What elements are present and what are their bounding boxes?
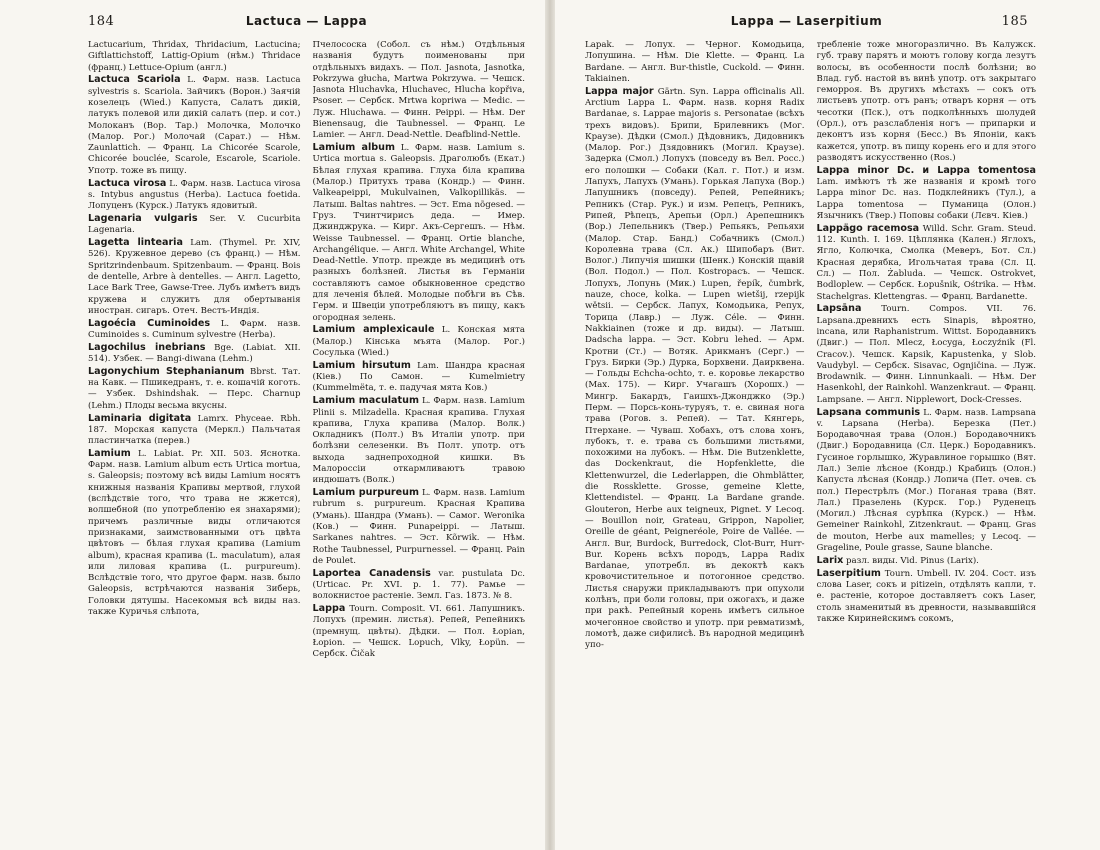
dictionary-entry (88, 40, 301, 74)
right-page (555, 0, 1100, 850)
dictionary-entry (88, 213, 301, 237)
dictionary-entry (817, 303, 1037, 406)
dictionary-entry (88, 74, 301, 177)
running-head (88, 14, 525, 34)
entry-headword: Larix (816, 554, 844, 566)
dictionary-entry (313, 142, 526, 324)
dictionary-entry (313, 603, 526, 660)
entry-text: L. Фарм. назв. Lamium rubrum s. purpureum. Красная Крапива (Умань). Шандра (Умань). — Самог. Weronika (Ков.) — Финн. Punapeippi. — Латыш. Sarkanes nahtres. — Эст. Kõrwik. — Нѣм. Rothe Taubnessel, Purpurnessel. — Франц. Pain de Poulet. (312, 488, 525, 566)
entry-text: Lactucarium, Thridax, Thridacium, Lactucina; Giftlattichstoff, Lattig-Opium (нѣм.) Thridace (франц.) Lettuce-Opium (англ.) (88, 40, 301, 73)
dictionary-entry (88, 178, 301, 213)
entry-text: L. Фарм. назв. Lamium s. Urtica mortua s. Galeopsis. Драголюбъ (Екат.) Бѣлая глухая крапива. Глуха біла крапива (Малор.) Притухъ трава (Кондр.) — Финн. Valkeapeippi, Mukulvainen, Valkopillikäs. — Латыш. Baltas nahtres. — Эст. Ema nõgesed. — Груз. Тчинтчирисъ деда. — Имер. Джинджрука. — Кирг. Акъ-Сергешъ. — Нѣм. Weisse Taubnessel. — Франц. Ortie blanche, Archangélique. — Англ. White Archangel, White Dead-Nettle. Употр. прежде въ медицинѣ отъ разныхъ болѣзней. Листья въ Германіи составляютъ самое обыкновенное средство для леченія бѣлей. Молодые побѣги въ Сѣв. Герм. и Швеціи употребляютъ въ пищу, какъ огородная зелень. (312, 143, 525, 323)
page-number: 185 (1001, 14, 1028, 29)
entry-headword: Lagonychium Stephanianum (88, 365, 245, 377)
entry-headword: Lagoécia Cuminoides (88, 317, 211, 329)
entry-text: L. Фарм. назв. Cuminoides s. Cuminum sylvestre (Herba). (88, 318, 301, 340)
dictionary-entry (88, 413, 301, 448)
entry-headword: Lappa major (585, 85, 654, 97)
column (313, 40, 526, 844)
dictionary-entry (585, 40, 805, 85)
page-number: 184 (88, 14, 115, 29)
dictionary-entry (313, 40, 526, 142)
column (88, 40, 301, 844)
entry-text: L. Фарм. назв. Lampsana v. Lapsana (Herba). Березка (Пет.) Бородавочная трава (Олон.) Бородавочникъ (Двиг.) Бородавница (Сл. Церк.) Бородавникъ. Гусиное горлышко, Журавлиное горышко (Вят. Лал.) Зеліе лѣсное (Кондр.) Крабицъ (Олон.) Капуста лѣсная (Кондр.) Лопича (Пет. очев. съ пол.) Перестрѣлъ (Мог.) Поганая трава (Вят. Лал.) Празелень (Курск. Гор.) Руденецъ (Могил.) Лѣсная сурѣпка (Курск.) — Нѣм. Gemeiner Rainkohl, Zitzenkraut. — Франц. Gras de mouton, Herbe aux mamelles; у Lecoq. — Grageline, Poule grasse, Saune blanche. (816, 407, 1036, 554)
entry-text: L. Фарм. назв. Lamium Plinii s. Milzadella. Красная крапива. Глухая крапива, Глуха крапива (Малор. Волк.) Окладникъ (Полт.) Въ Италіи употр. при болѣзни селезенки. Въ Полт. употр. отъ выхода заднепроходной кишки. Въ Малороссіи откармливаютъ травою индюшатъ (Волк.) (312, 396, 525, 486)
running-head-title: Lactuca — Lappa (245, 14, 368, 28)
text-columns (88, 40, 525, 844)
running-head (585, 14, 1028, 34)
entry-headword: Laportea Canadensis (312, 567, 431, 579)
entry-text: Gärtn. Syn. Lappa officinalis All. Arctium Lappa L. Фарм. назв. корня Radix Bardanae, s. Lappae majoris s. Personatae (всѣхъ трехъ видовъ). Брипи, Брилевникъ (Мог. Краузе). Дѣдки (Смол.) Дѣдовникъ, Дидовникъ (Малор. Рог.) Дзядовникъ (Могил. Краузе). Задерка (Смол.) Лопухъ (повседу въ Вел. Росс.) его полошки — Собаки (Кал. г. Пот.) и изм. Лапухъ, Лапухъ (Умань). Горькая Лапуха (Вор.) Лапушникъ (повседу). Репей, Репейникъ; Репникъ (Стар. Рук.) и изм. Репецъ, Репникъ, Рипей, Рѣпецъ, Арепьи (Орл.) Арепешникъ (Вор.) Лепельникъ (Твер.) Репьякъ, Репьяхи (Малор. Стар. Банд.) Собачникъ (Смол.) Королевна трава (Сл. Ак.) Шипобаръ (Вит. Волог.) Липучія шишки (Шенк.) Конскій щавій (Вол. Подол.) — Пол. Kostropacъ. — Чешск. Лопухъ, Лопунь (Мик.) Lupen, řepík, čumbrk, nauze, choce, kolka. — Lupen wietšij, rzepijk wětsii. — Сербск. Лапух, Комодьика, Репух, Торица (Лавр.) — Луж. Céle. — Финн. Nakkiainen (тоже и др. виды). — Латыш. Dadscha lappa. — Эст. Kobru lehed. — Арм. Кротни (Ст.) — Вотяк. Арикманъ (Серг.) — Груз. Бирки (Эр.) Дурка, Борхвени. Даирквена. — Гольды Echcha-ochto, т. е. коровье лекарство (Мах. 175). — Кирг. Учагашъ (Хорошх.) — Мингр. Бакардъ, Гаишхъ-Джонджко (Эр.) Перм. — Порсь-конь-туруяъ, т. е. свиная нога трава (Рогов. з. Репей). — Тат. Кянгерь, Птерхане. — Чуваш. Хобахъ, отъ слова хонъ, лубокъ, т. е. трава съ большими листьями, похожими на лубокъ. — Нѣм. Die Butzenklette, das Dockenkraut, die Hopfenklette, die Klettenwurzel, die Lederlappen, die Ohmblätter, die Rossklette. Grosse, gemeine Klette, Klettendistel. — Франц. La Bardane grande. Glouteron, Herbe aux teigneux, Pignet. У Lecoq. — Bouillon noir, Grateau, Grippon, Napolier, Oreille de géant, Peigneréole, Poire de Vallée. — Англ. Bur, Burdock, Burredock, Clot-Burr, Hurr-Bur. Корень всѣхъ породъ, Lappa Radix Bardanae, употребл. въ декоктѣ какъ кровочистительное и потогонное средство. Листья снаружи прикладываютъ при опухоли колѣнъ, при боли головы, при ожогахъ, и даже при ракѣ. Репейный корень имѣетъ сильное мочегонное свойство и употр. при ревматизмѣ, ломотѣ, даже сифилисѣ. Въ народной медицинѣ упо- (585, 86, 805, 651)
entry-headword: Lapsāna (816, 303, 862, 315)
entry-headword: Lamium album (312, 142, 396, 154)
entry-text: Lam. Шандра красная (Кіев.) По Самон. — Kumelmietry (Kummelmëta, т. е. падучая мята Ков.) (312, 360, 525, 394)
dictionary-entry (88, 342, 301, 366)
dictionary-entry (313, 568, 526, 603)
entry-text: Willd. Schr. Gram. Steud. 112. Kunth. I. 169. Цѣплянка (Кален.) Яглохъ, Ягло, Колючка, Смолка (Меверъ, Бот. Сл.) Красная дерябка, Игольчатая трава (Сл. Ц. Сл.) — Пол. Żabluda. — Чешск. Ostrokvet, Bodloplew. — Сербск. Łopušnik, Ośtrika. — Нѣм. Stachelgras. Klettengras. — Франц. Bardanette. (816, 223, 1036, 302)
dictionary-entry (88, 448, 301, 618)
entry-text: Пчелососка (Собол. съ нѣм.) Отдѣльныя названія будутъ поименованы при отдѣльныхъ видахъ. — Пол. Jasnota, Jasnotka, Pokrzywa głucha, Martwa Pokrzywa. — Чешск. Jasnota Hluchavka, Hluchavec, Hlucha kopřiva, Psoser. — Сербск. Mrtwa kopriwa — Medic. — Луж. Hluchawa. — Финн. Peippi. — Нѣм. Der Bienensaug, die Taubnessel. — Франц. Le Lamier. — Англ. Dead-Nettle. Deafblind-Nettle. (312, 40, 525, 141)
entry-headword: Lappa (312, 603, 346, 615)
running-head-title: Lappa — Laserpitium (730, 14, 883, 28)
entry-text: Lam. имѣютъ тѣ же названія и кромѣ того Lappa minor Dc. наз. Подклейникъ (Тул.), а Lappa tomentosa — Пуманица (Олон.) Язычникъ (Твер.) Поповы собаки (Лєвч. Кіев.) (816, 177, 1036, 221)
dictionary-entry (313, 487, 526, 567)
entry-headword: Laserpitium (816, 567, 881, 579)
dictionary-entry (817, 165, 1037, 222)
entry-text: L. Labiat. Pr. XII. 503. Яснотка. Фарм. назв. Lamium album есть Urtica mortua, s. Galeopsis; поэтому всѣ виды Lamium носятъ книжныя названія Крапивы мертвой, глухой (вслѣдствіе того, что трава не жжется), волшебной (по употребленію ея знахарями); причемъ различные виды отличаются признаками, заимствованными отъ цвѣта цвѣтовъ — бѣлая глухая крапива (Lamium album), красная крапива (L. maculatum), алая или лиловая крапива (L. purpureum). Вслѣдствіе того, что другое фарм. назв. было Galeopsis, встрѣчаются названія Зиберь, Головки дятушы. Насекомыя всѣ виды наз. также Куричья слѣпота, (88, 448, 301, 618)
dictionary-entry (313, 395, 526, 486)
dictionary-entry (88, 237, 301, 317)
entry-headword: Lamium maculatum (312, 395, 419, 407)
entry-text: Tourn. Composit. VI. 661. Лапушникъ. Лопухъ (премин. листья). Репей, Репейникъ (премнущ. цвѣты). Дѣдки. — Пол. Łopian, Łopion. — Чешск. Lopuch, Vlky, Łopün. — Сербск. Čičak (312, 604, 525, 660)
dictionary-entry (817, 568, 1037, 625)
entry-headword: Lagetta lintearia (88, 237, 183, 249)
entry-headword: Laminaria digitata (88, 412, 192, 424)
entry-text: Ser. V. Cucurbita Lagenaria. (88, 213, 301, 236)
entry-headword: Lactuca Scariola (88, 74, 181, 86)
entry-text: L. Конская мята (Малор.) Кінська мъята (Малор. Рог.) Сосулька (Wied.) (312, 325, 525, 359)
dictionary-entry (88, 318, 301, 342)
dictionary-entry (817, 555, 1037, 567)
column (817, 40, 1037, 844)
entry-text: Lapak. — Лопух. — Черног. Комодьица, Лопушина. — Нѣм. Die Klette. — Франц. La Bardane. — Англ. Bur-thistle, Cuckold. — Финн. Takiainen. (585, 40, 805, 84)
entry-text: требленіе тоже многоразлично. Въ Калужск. губ. траву парятъ и моютъ голову когда лезутъ волосы, въ особенности послѣ болѣзни; во Влад. губ. настой въ винѣ употр. отъ закрытаго геморроя. Въ другихъ мѣстахъ — сокъ отъ листьевъ употр. отъ ранъ; отваръ корня — отъ чесотки (Пск.), отъ подколѣнныхъ шолудей (Орл.), отъ разслабленія ногъ — припарки и деконтъ изъ корня (Бесс.) Въ Японіи, какъ кажется, употр. въ пищу корень его и для этого разводятъ искусственно (Ros.) (816, 40, 1036, 163)
entry-text: Tourn. Umbell. IV. 204. Сост. изъ слова Laser, сокъ и pitizein, отдѣлять капли, т. е. растеніе, которое доставляетъ сокъ Laser, столь знаменитый въ древности, называвшійся также Киринейскимъ сокомъ, (816, 568, 1036, 624)
dictionary-entry (817, 407, 1037, 555)
entry-text: разл. виды. Vid. Pinus (Larix). (846, 555, 979, 566)
entry-text: Bbrst. Тат. на Кавк. — Пшикедранъ, т. е. кошачій коготь. — Узбек. Dshindshak. — Перс. Charnup (Lehm.) Плоды весьма вкусны. (88, 366, 301, 411)
entry-headword: Lamium hirsutum (312, 359, 411, 371)
book-gutter (545, 0, 555, 850)
entry-text: Lam. (Thymel. Pr. XIV, 526). Кружевное дерево (съ франц.) — Нѣм. Spritzrindenbaum. Spitzenbaum. — Франц. Bois de dentelle, Arbre à dentelles. — Англ. Lagetto, Lace Bark Tree, Gawse-Tree. Лубъ имѣетъ видъ кружева и служитъ для обертыванія иностран. сигаръ. Отеч. Вестъ-Индія. (88, 238, 301, 316)
left-page (0, 0, 545, 850)
dictionary-entry (817, 40, 1037, 164)
entry-headword: Lamium purpureum (312, 487, 419, 499)
entry-text: Lamrx. Phyceae. Rbh. 187. Морская капуста (Меркл.) Пальчатая пластинчатка (перев.) (88, 413, 301, 447)
entry-text: Tourn. Compos. VII. 76. Lapsana.древнихъ есть Sinapis, вѣроятно, incana, или Raphanistrum. Wittst. Бородавникъ (Двиг.) — Пол. Mlecz, Łocyga, Łoczyźnik (Fl. Cracov.). Чешск. Kapsik, Kapustenka, у Slob. Vaudybyl. — Сербск. Sisavac, Ognjičina. — Луж. Brodawnik. — Финн. Linnunkaali. — Нѣм. Der Hasenkohl, der Rainkohl. Wanzenkraut. — Франц. Lampsane. — Англ. Nipplewort, Dock-Cresses. (816, 304, 1036, 405)
dictionary-entry (817, 223, 1037, 303)
entry-text: Bge. (Labiat. XII. 514). Узбек. — Bangi-diwana (Lehm.) (88, 342, 301, 365)
entry-headword: Lappägo racemosa (816, 222, 920, 234)
entry-headword: Lappa minor Dc. и Lappa tomentosa (816, 164, 1036, 176)
entry-headword: Lagochilus inebrians (88, 341, 206, 353)
dictionary-entry (88, 366, 301, 412)
entry-headword: Lapsana communis (816, 406, 921, 418)
dictionary-entry (313, 324, 526, 359)
text-columns (585, 40, 1036, 844)
dictionary-entry (585, 86, 805, 652)
column (585, 40, 805, 844)
entry-text: var. pustulata Dc. (Urticac. Pr. XVI. p. 1. 77). Рамье — волокнистое растеніе. Земл. Газ. 1873. № 8. (312, 568, 525, 602)
entry-headword: Lagenaria vulgaris (88, 212, 198, 224)
entry-headword: Lamium amplexicaule (312, 324, 435, 336)
entry-headword: Lactuca virosa (88, 177, 167, 189)
entry-headword: Lamium (88, 447, 131, 459)
entry-text: L. Фарм. назв. Lactuca sylvestris s. Scariola. Зайчикъ (Ворон.) Заячій козелецъ (Wied.) Капуста, Салатъ дикій, латукъ полевой или дикій салатъ (пер. и сот.) Молоканъ (Вор. Тар.) Молочка, Молочко (Малор. Рог.) Молочай (Сарат.) — Нѣм. Zaunlattich. — Франц. La Chicorée Scarole, Chicorée bouclée, Scarole, Escarole, Scariole. Употр. тоже въ пищу. (88, 75, 301, 176)
entry-text: L. Фарм. назв. Lactuca virosa s. Intybus angustus (Herba). Lactuca foetida. Лопуценъ (Курск.) Латукъ ядовитый. (88, 178, 301, 212)
dictionary-entry (313, 360, 526, 395)
